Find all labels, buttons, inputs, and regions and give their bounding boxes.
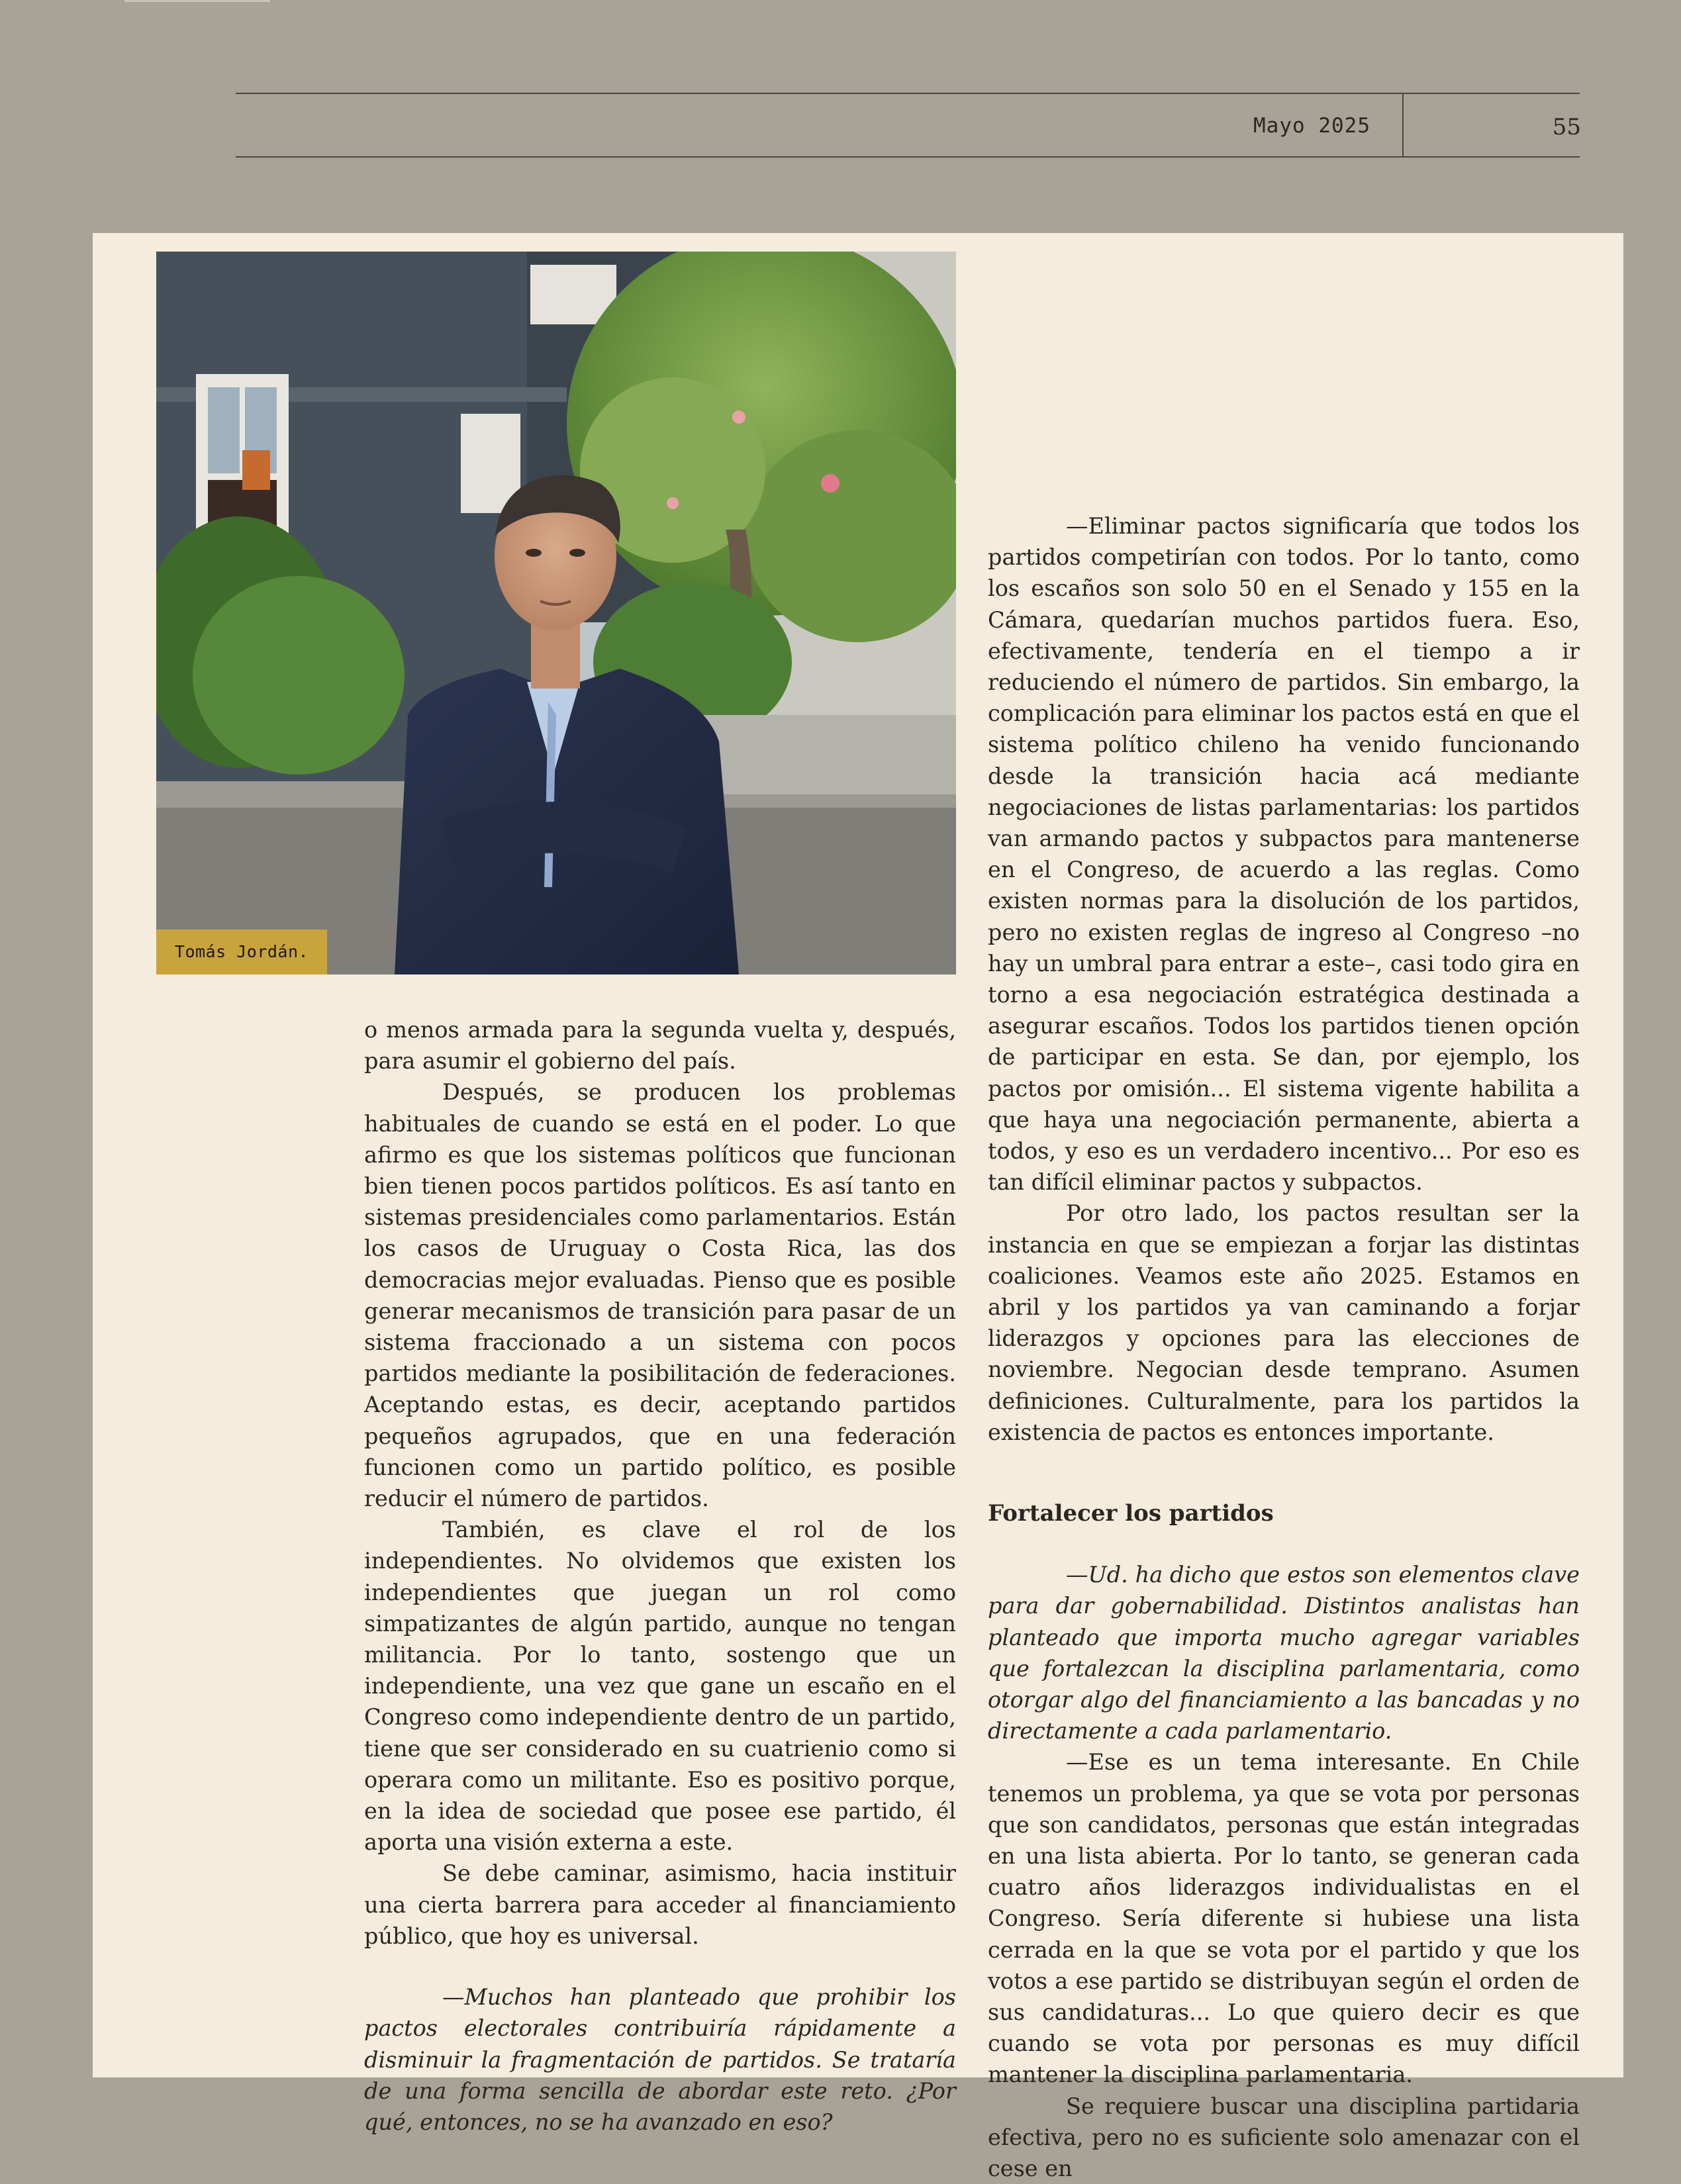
section-heading: Fortalecer los partidos: [988, 1500, 1274, 1527]
paragraph: Se requiere buscar una disciplina partidaria efectiva, pero no es suficiente solo amenazar con el cese en: [988, 2093, 1580, 2181]
left-column: [364, 1014, 956, 2138]
paragraph: Después, se producen los problemas habituales de cuando se está en el poder. Lo que afirmo es que los sistemas políticos que funcionan bien tienen pocos partidos políticos. Es así tanto en sistemas presidenciales como parlamentarios. Están los casos de Uruguay o Costa Rica, las dos democracias mejor evaluadas. Pienso que es posible generar mecanismos de transición para pasar de un sistema fraccionado a un sistema con pocos partidos mediante la posibilitación de federaciones. Aceptando estas, es decir, aceptando partidos pequeños agrupados, que en una federación funcionen como un partido político, es posible reducir el número de partidos.: [364, 1079, 956, 1512]
paragraph: Se debe caminar, asimismo, hacia instituir una cierta barrera para acceder al financiamiento público, que hoy es universal.: [364, 1860, 956, 1949]
paragraph: —Ese es un tema interesante. En Chile tenemos un problema, ya que se vota por personas que son candidatos, personas que están integradas en una lista abierta. Por lo tanto, se generan cada cuatro años liderazgos individualistas en el Congreso. Sería diferente si hubiese una lista cerrada en la que se vota por el partido y que los votos a ese partido se distribuyan según el orden de sus candidaturas... Lo que quiero decir es que cuando se vota por personas es muy difícil mantener la disciplina parlamentaria.: [988, 1749, 1580, 2088]
paragraph: También, es clave el rol de los independientes. No olvidemos que existen los independientes que juegan un rol como simpatizantes de algún partido, aunque no tengan militancia. Por lo tanto, sostengo que un independiente, una vez que gane un escaño en el Congreso como independiente dentro de un partido, tiene que ser considerado en su cuatrienio como si operara como un militante. Eso es positivo porque, en la idea de sociedad que posee ese partido, él aporta una visión externa a este.: [364, 1517, 956, 1856]
interview-question: —Muchos han planteado que prohibir los pactos electorales contribuiría rápidamente a disminuir la fragmentación de partidos. Se trataría de una forma sencilla de abordar este reto. ¿Por qué, entonces, no se ha avanzado en eso?: [364, 1984, 956, 2135]
paragraph: o menos armada para la segunda vuelta y, después, para asumir el gobierno del país.: [364, 1017, 956, 1074]
page-number: 55: [1552, 114, 1581, 140]
portrait-photo: [156, 252, 956, 974]
paragraph: Por otro lado, los pactos resultan ser la instancia en que se empiezan a forjar las distintas coaliciones. Veamos este año 2025. Estamos en abril y los partidos ya van caminando a forjar liderazgos y opciones para las elecciones de noviembre. Negocian desde temprano. Asumen definiciones. Culturalmente, para los partidos la existencia de pactos es entonces importante.: [988, 1200, 1580, 1445]
header-divider: [1402, 93, 1404, 158]
interview-question: —Ud. ha dicho que estos son elementos clave para dar gobernabilidad. Distintos analistas han planteado que importa mucho agregar variables que fortalezcan la disciplina parlamentaria, como otorgar algo del financiamiento a las bancadas y no directamente a cada parlamentario.: [988, 1562, 1580, 1744]
header-rule-top: [236, 93, 1580, 94]
paragraph: —Eliminar pactos significaría que todos los partidos competirían con todos. Por lo tanto, como los escaños son solo 50 en el Senado y 155 en la Cámara, quedarían muchos partidos fuera. Eso, efectivamente, tendería en el tiempo a ir reduciendo el número de partidos. Sin embargo, la complicación para eliminar los pactos está en que el sistema político chileno ha venido funcionando desde la transición hacia acá mediante negociaciones de listas parlamentarias: los partidos van armando pactos y subpactos para mantenerse en el Congreso, de acuerdo a las reglas. Como existen normas para la disolución de los partidos, pero no existen reglas de ingreso al Congreso –no hay un umbral para entrar a este–, casi todo gira en torno a esa negociación estratégica destinada a asegurar escaños. Todos los partidos tienen opción de participar en esta. Se dan, por ejemplo, los pactos por omisión... El sistema vigente habilita a que haya una negociación permanente, abierta a todos, y eso es un verdadero incentivo... Por eso es tan difícil eliminar pactos y subpactos.: [988, 513, 1580, 1196]
right-column: [988, 510, 1580, 2184]
header-rule-bottom: [236, 156, 1580, 158]
photo-caption: Tomás Jordán.: [156, 929, 327, 974]
issue-date: Mayo 2025: [1253, 114, 1370, 138]
top-edge-mark: [124, 0, 270, 2]
